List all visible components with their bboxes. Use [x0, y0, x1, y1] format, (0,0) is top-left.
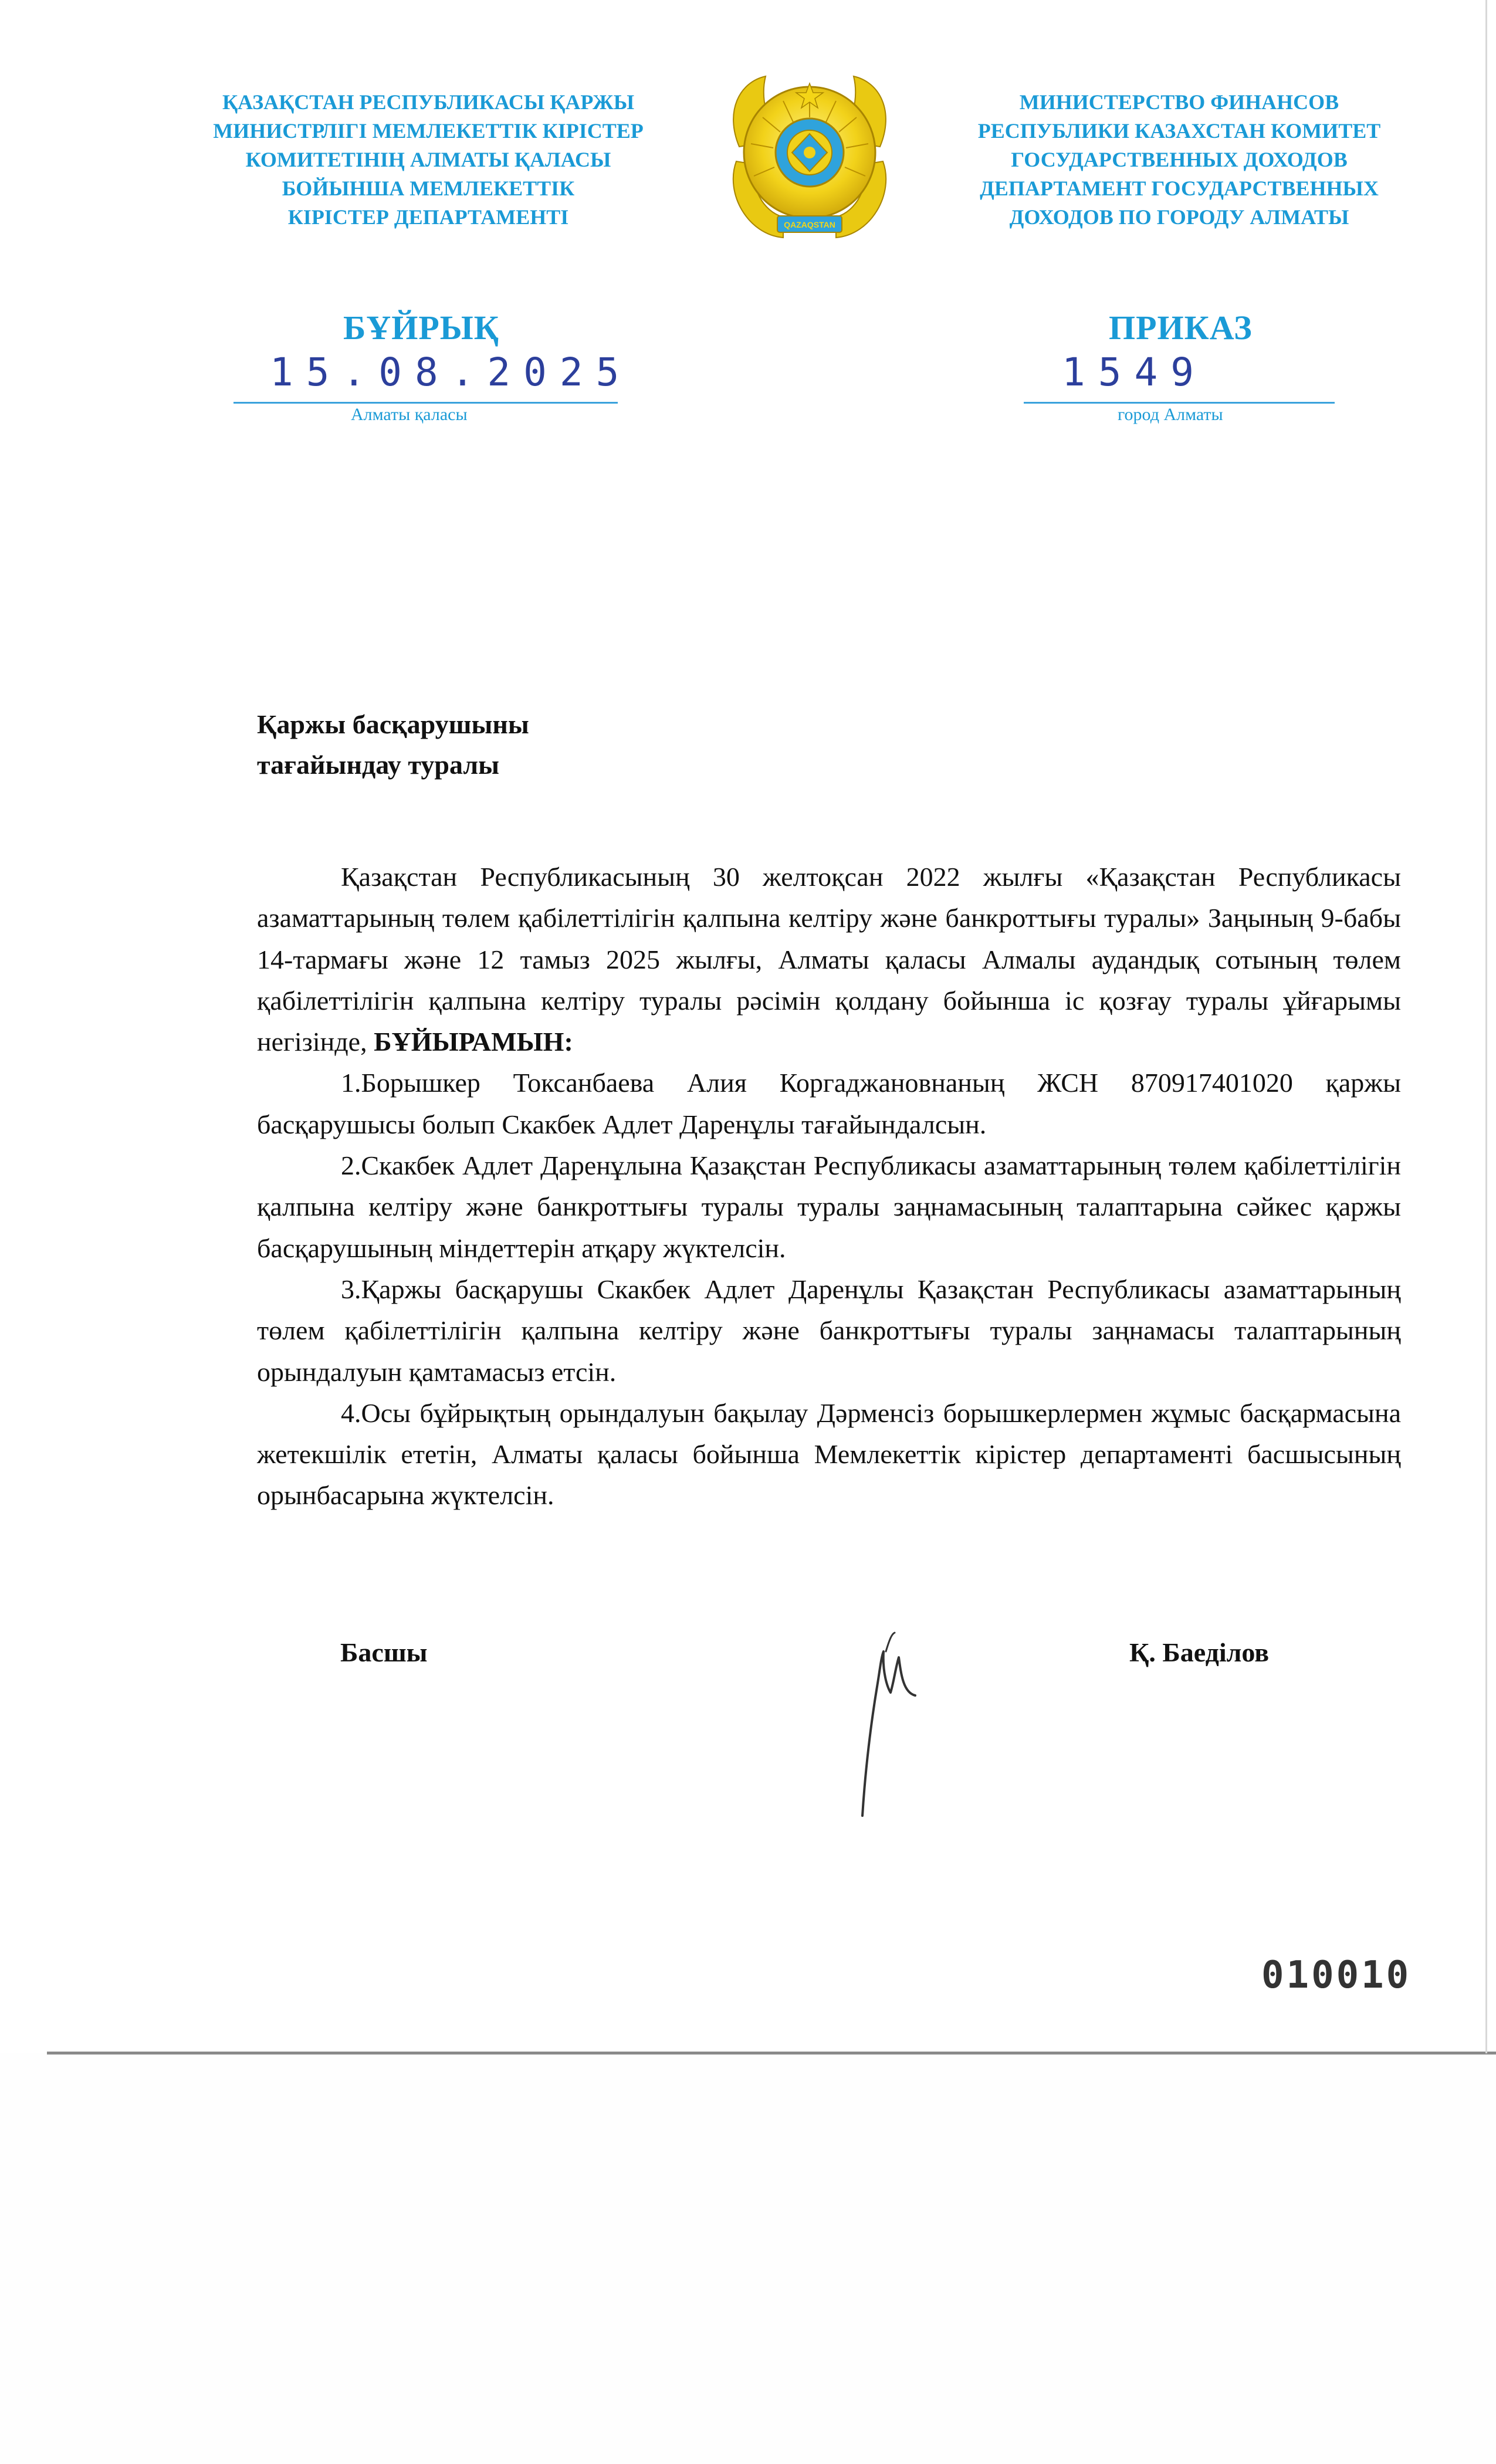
header-ru-line: ДОХОДОВ ПО ГОРОДУ АЛМАТЫ	[1009, 205, 1349, 229]
signatory-name: Қ. Баеділов	[1129, 1637, 1270, 1667]
emblem-ribbon-text: QAZAQSTAN	[784, 220, 835, 229]
header-ru-line: РЕСПУБЛИКИ КАЗАХСТАН КОМИТЕТ	[977, 119, 1381, 143]
order-subject	[257, 704, 529, 785]
order-body	[257, 857, 1401, 1517]
order-item: 3.Қаржы басқарушы Скакбек Адлет Даренұлы Қазақстан Республикасы азаматтарының төлем қабілеттілігін қалпына келтіру және банкроттығы туралы заңнамасы талаптарының орындалуын қамтамасыз етсін.	[257, 1274, 1401, 1387]
subject-line: тағайындау туралы	[257, 750, 500, 780]
number-underline	[1024, 402, 1335, 404]
header-kz-line: КІРІСТЕР ДЕПАРТАМЕНТІ	[287, 205, 569, 229]
header-ru-line: ГОСУДАРСТВЕННЫХ ДОХОДОВ	[1011, 148, 1348, 171]
header-ru-line: ДЕПАРТАМЕНТ ГОСУДАРСТВЕННЫХ	[980, 177, 1379, 200]
form-serial-number: 010010	[1261, 1954, 1412, 1997]
header-kz-line: МИНИСТРЛІГІ МЕМЛЕКЕТТІК КІРІСТЕР	[213, 119, 644, 143]
header-kz-line: КОМИТЕТІНІҢ АЛМАТЫ ҚАЛАСЫ	[245, 148, 611, 171]
order-title-kz: БҰЙРЫҚ	[343, 309, 499, 347]
header-kz-line: ҚАЗАҚСТАН РЕСПУБЛИКАСЫ ҚАРЖЫ	[222, 90, 635, 114]
state-emblem-icon	[713, 59, 906, 258]
order-item: 1.Борышкер Токсанбаева Алия Коргаджановнаның ЖСН 870917401020 қаржы басқарушысы болып Скакбек Адлет Даренұлы тағайындалсын.	[257, 1068, 1401, 1139]
intro-text: Қазақстан Республикасының 30 желтоқсан 2022 жылғы «Қазақстан Республикасы азаматтарының төлем қабілеттілігін қалпына келтіру және банкроттығы туралы» Заңының 9-бабы 14-тармағы және 12 тамыз 2025 жылғы, Алматы қаласы Алмалы аудандық сотының төлем қабілеттілігін қалпына келтіру туралы рәсімін қолдану бойынша іс қозғау туралы ұйғарымы негізінде,	[257, 862, 1401, 1057]
order-date: 15.08.2025	[270, 350, 632, 395]
decree-word: БҰЙЫРАМЫН:	[374, 1027, 573, 1057]
header-kazakh	[158, 88, 698, 232]
page-bottom-edge	[47, 2052, 1496, 2055]
order-item: 4.Осы бұйрықтың орындалуын бақылау Дәрменсіз борышкерлермен жұмыс басқармасына жетекшілік ететін, Алматы қаласы бойынша Мемлекеттік кірістер департаменті басшысының орынбасарына жүктелсін.	[257, 1397, 1401, 1511]
header-kz-line: БОЙЫНША МЕМЛЕКЕТТІК	[282, 177, 575, 200]
header-ru-line: МИНИСТЕРСТВО ФИНАНСОВ	[1019, 90, 1339, 114]
order-title-ru: ПРИКАЗ	[1109, 309, 1253, 347]
subject-line: Қаржы басқарушыны	[257, 709, 529, 739]
signatory-position: Басшы	[340, 1637, 428, 1667]
date-underline	[233, 402, 618, 404]
intro-paragraph	[257, 857, 1401, 1062]
handwritten-signature-icon	[845, 1616, 962, 1822]
place-ru: город Алматы	[1118, 405, 1223, 424]
page-right-edge	[1485, 0, 1487, 2053]
order-number: 1549	[1062, 350, 1207, 395]
order-item: 2.Скакбек Адлет Даренұлына Қазақстан Республикасы азаматтарының төлем қабілеттілігін қалпына келтіру және банкроттығы туралы туралы заңнамасының талаптарына сәйкес қаржы басқарушының міндеттерін атқару жүктелсін.	[257, 1150, 1401, 1263]
header-russian	[909, 88, 1449, 232]
place-kz: Алматы қаласы	[351, 405, 468, 424]
